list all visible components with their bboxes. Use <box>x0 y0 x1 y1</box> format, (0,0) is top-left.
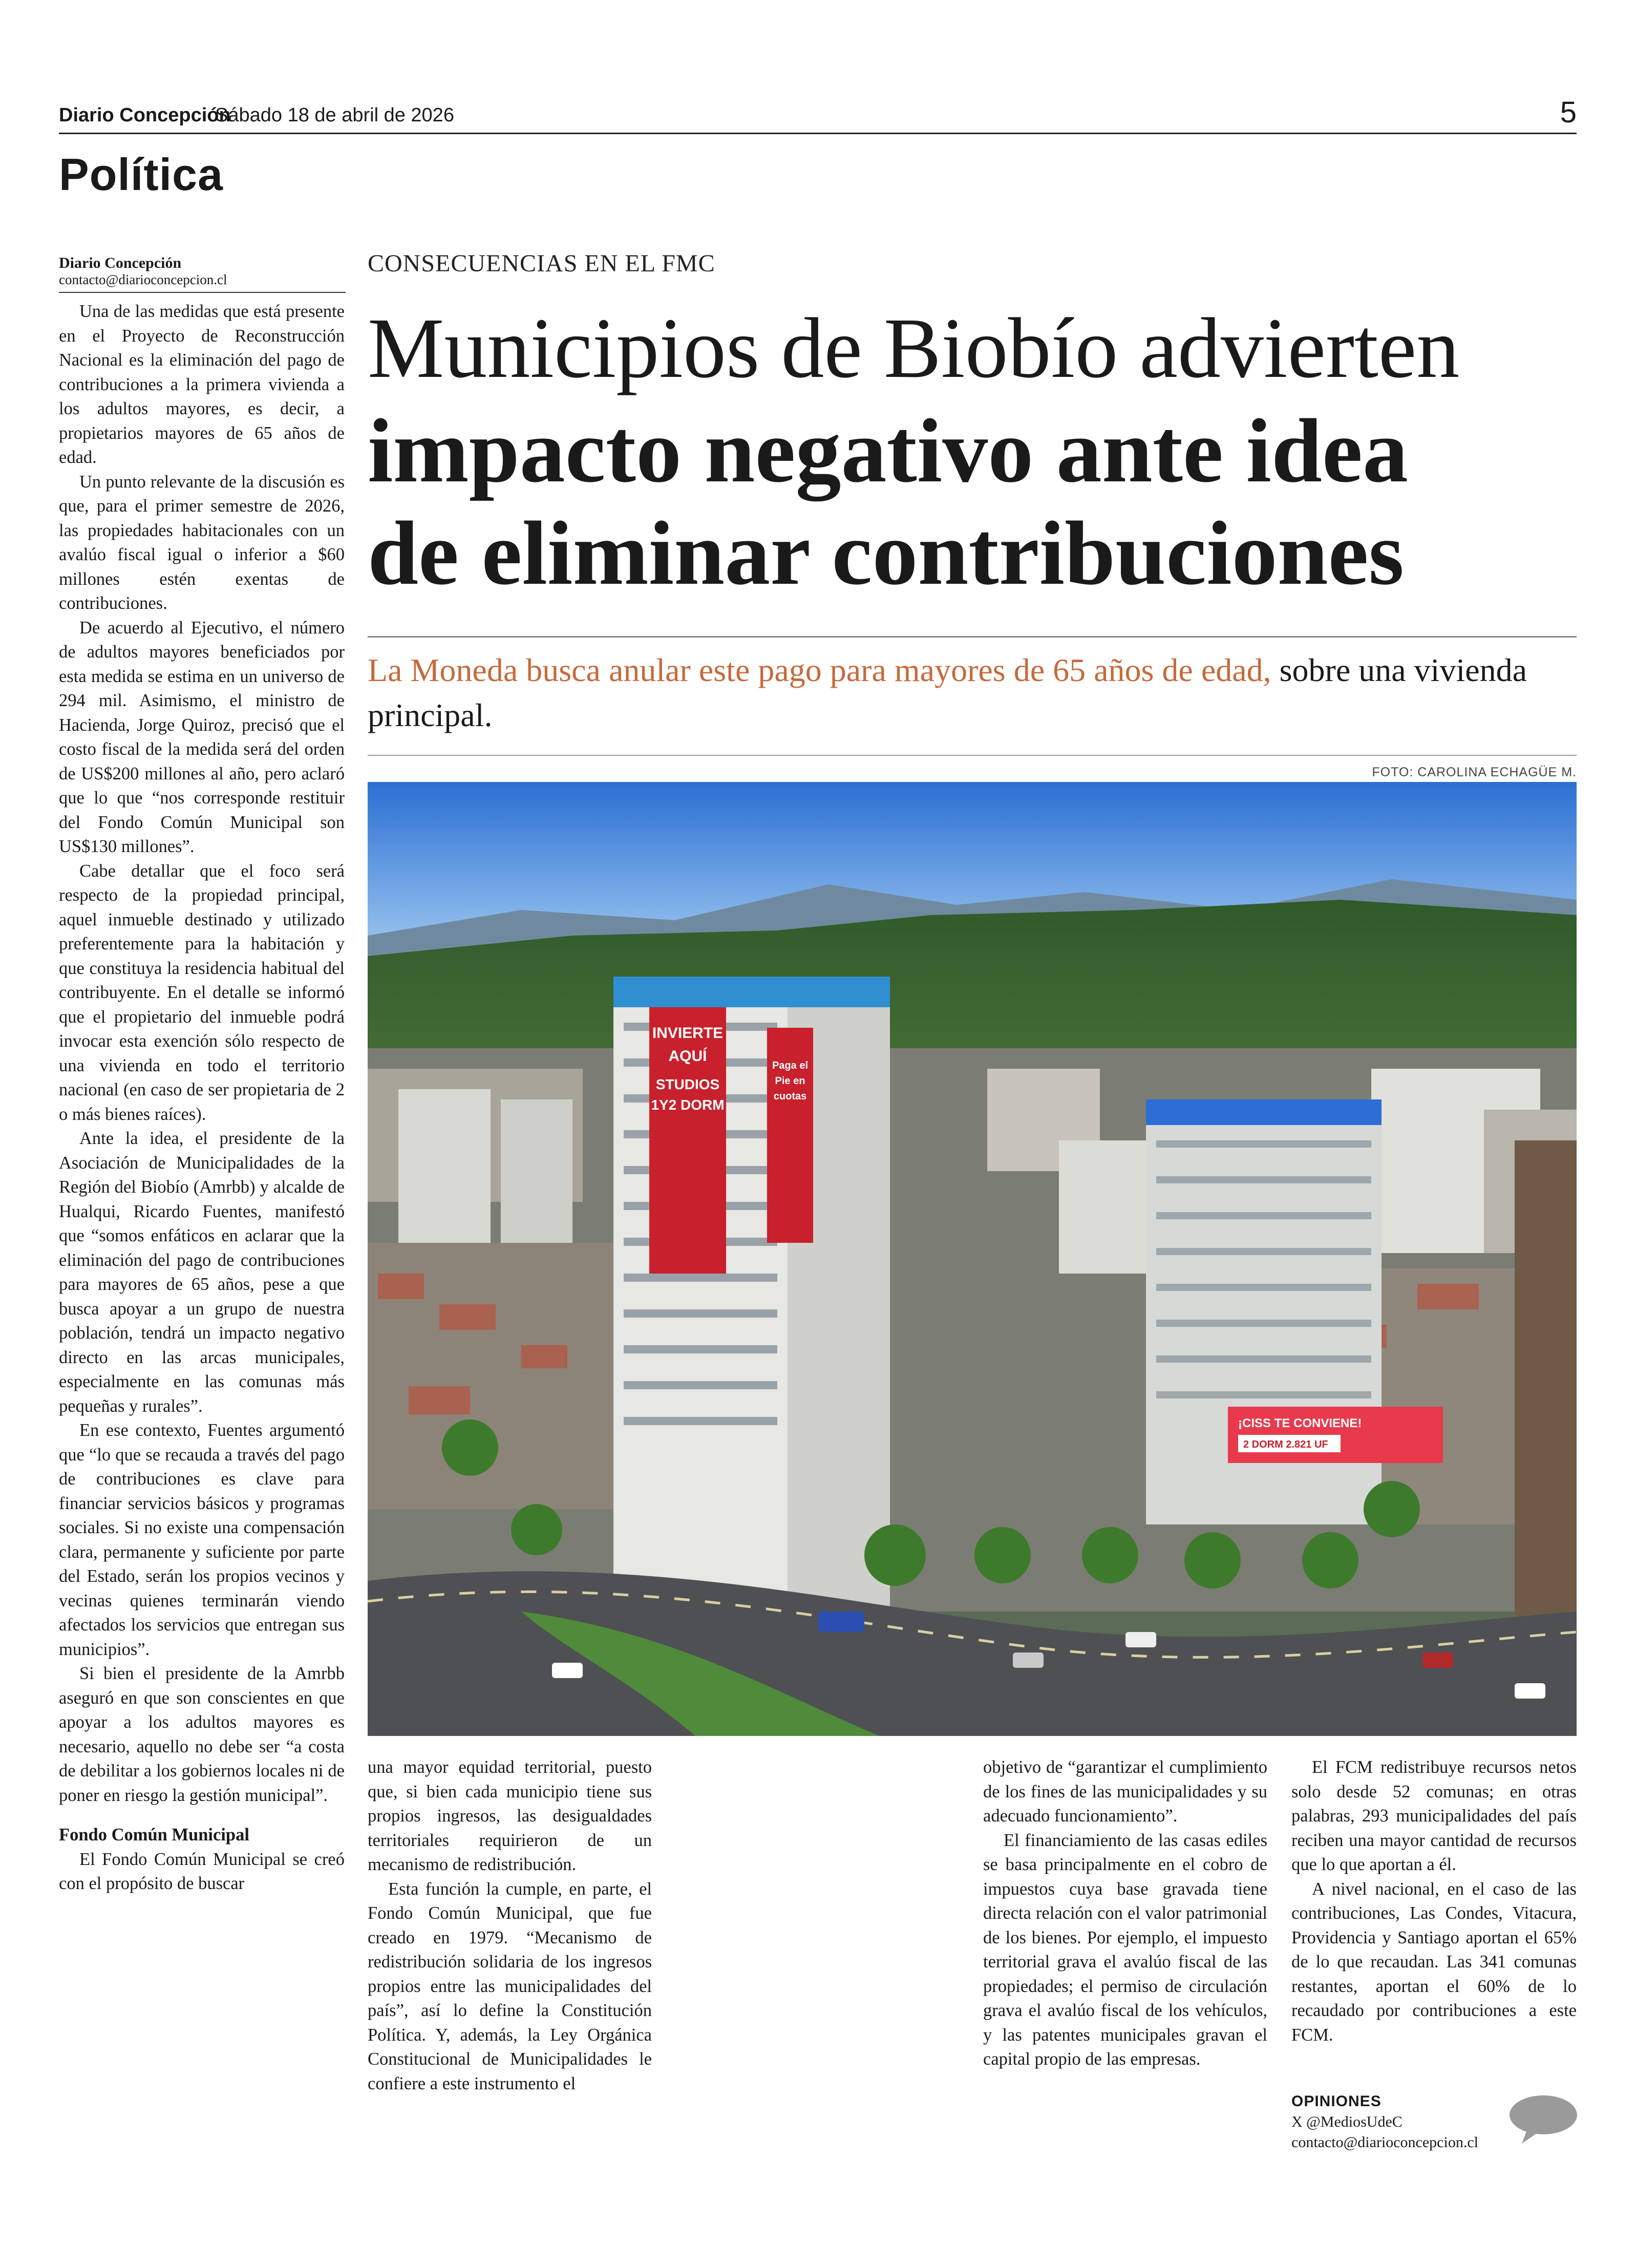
deck-highlight: La Moneda busca anular este pago para mayores de 65 años de edad, <box>368 652 1271 688</box>
article-column-2 <box>368 1755 652 2096</box>
banner2-line2: Pie en <box>775 1075 805 1087</box>
article-column-4 <box>1291 1755 1577 2047</box>
col3-paragraph-1: objetivo de “garantizar el cumplimiento de los fines de las municipalidades y su adecuado funcionamiento”. <box>983 1757 1267 1826</box>
col3-paragraph-2: El financiamiento de las casas ediles se basa principalmente en el cobro de impuestos cuya base gravada tiene directa relación con el valor patrimonial de los bienes. Por ejemplo, el impuesto territorial grava el avalúo fiscal de las propiedades; el permiso de circulación grava el avalúo fiscal de los vehículos, y las patentes municipales gravan el capital propio de las empresas. <box>983 1830 1267 2069</box>
headline-line-3: de eliminar contribuciones <box>368 502 1404 604</box>
col1-paragraph-3: De acuerdo al Ejecutivo, el número de adultos mayores beneficiados por esta medida se estima en un universo de 294 mil. Asimismo, el ministro de Hacienda, Jorge Quiroz, precisó que el costo fiscal de la medida será del orden de US$200 millones al año, pero aclaró que lo que “nos corresponde restituir del Fondo Común Municipal son US$130 millones”. <box>59 618 345 856</box>
col1-paragraph-7: Si bien el presidente de la Amrbb aseguró en que son conscientes en que apoyar a los adultos mayores es necesario, aquello no debe ser “a costa de debilitar a los gobiernos locales ni de poner en riesgo la gestión municipal”. <box>59 1664 345 1805</box>
col1-paragraph-5: Ante la idea, el presidente de la Asociación de Municipalidades de la Región del Biobío (Amrbb) y alcalde de Hualqui, Ricardo Fuentes, manifestó que “somos enfáticos en aclarar que la eliminación del pago de contribuciones para mayores de 65 años, pese a que busca apoyar a un grupo de nuestra población, tendrá un impacto negativo directo en las arcas municipales, especialmente en las comunas más pequeñas y rurales”. <box>59 1129 345 1416</box>
banner1-line4: 1Y2 DORM <box>651 1097 725 1113</box>
col1-paragraph-6: En ese contexto, Fuentes argumentó que “lo que se recauda a través del pago de contribuciones es clave para financiar servicios básicos y programas sociales. Si no existe una compensación clara, permanente y suficiente por parte del Estado, serán los propios vecinos y vecinas quienes terminarán viendo afectados los servicios que entregan sus municipios”. <box>59 1421 345 1659</box>
banner2-line1: Paga el <box>772 1060 809 1071</box>
photo-credit: FOTO: CAROLINA ECHAGÜE M. <box>1372 765 1577 779</box>
section-title: Política <box>59 149 223 200</box>
billboard <box>1228 1407 1443 1463</box>
col1-paragraph-2: Un punto relevante de la discusión es que, para el primer semestre de 2026, las propiedades habitacionales con un avalúo fiscal igual o inferior a $60 millones estén exentas de contribuciones. <box>59 472 345 613</box>
banner2-line3: cuotas <box>773 1091 807 1102</box>
paper-name: Diario Concepción <box>59 104 231 126</box>
red-banner-1 <box>649 1007 726 1274</box>
banner1-line3: STUDIOS <box>655 1076 720 1092</box>
byline <box>59 255 346 293</box>
banner1-line2: AQUÍ <box>668 1048 707 1065</box>
issue-date: Sábado 18 de abril de 2026 <box>215 104 454 126</box>
byline-author: Diario Concepción <box>59 255 182 271</box>
col2-paragraph-2: Esta función la cumple, en parte, el Fondo Común Municipal, que fue creado en 1979. “Mecanismo de redistribución solidaria de los ingresos propios entre las municipalidades del país”, así lo define la Constitución Política. Y, además, la Ley Orgánica Constitucional de Municipalidades le confiere a este instrumento el <box>368 1879 652 2093</box>
col2-paragraph-1: una mayor equidad territorial, puesto que, si bien cada municipio tiene sus propios ingresos, las desigualdades territoriales requirieron de un mecanismo de redistribución. <box>368 1757 652 1874</box>
opinions-box <box>1291 2091 1578 2153</box>
deck-top-rule <box>368 636 1577 638</box>
headline-line-1: Municipios de Biobío advierten <box>368 301 1460 396</box>
deck-rest: sobre una vivienda principal. <box>368 652 1527 733</box>
deck-bottom-rule <box>368 755 1577 756</box>
page-number: 5 <box>1560 96 1577 129</box>
article-headline <box>368 297 1586 604</box>
col1-paragraph-8: El Fondo Común Municipal se creó con el propósito de buscar <box>59 1849 345 1893</box>
banner1-line1: INVIERTE <box>652 1025 724 1042</box>
billboard-price: 2 DORM 2.821 UF <box>1243 1439 1328 1450</box>
article-kicker: CONSECUENCIAS EN EL FMC <box>368 250 715 277</box>
red-banner-2 <box>767 1028 813 1243</box>
col1-paragraph-1: Una de las medidas que está presente en el Proyecto de Reconstrucción Nacional es la eliminación del pago de contribuciones a la primera vivienda a los adultos mayores, es decir, a propietarios mayores de 65 años de edad. <box>59 302 345 467</box>
opinions-email[interactable]: contacto@diarioconcepcion.cl <box>1291 2134 1478 2151</box>
col1-paragraph-4: Cabe detallar que el foco será respecto de la propiedad principal, aquel inmueble destinado y utilizado preferentemente para la habitación y que constituya la residencia habitual del contribuyente. En el detalle se informó que el propietario del inmueble podrá invocar esta exención sólo respecto de una vivienda en todo el territorio nacional (en caso de ser propietaria de 2 o más bienes raíces). <box>59 861 345 1124</box>
billboard-title: ¡CISS TE CONVIENE! <box>1238 1416 1362 1430</box>
article-deck <box>368 648 1577 738</box>
city-aerial-illustration <box>368 782 1577 1736</box>
col4-paragraph-1: El FCM redistribuye recursos netos solo desde 52 comunas; en otras palabras, 293 municipalidades del país reciben una mayor cantidad de recursos que lo que aportan a él. <box>1291 1757 1577 1874</box>
col4-paragraph-2: A nivel nacional, en el caso de las contribuciones, Las Condes, Vitacura, Providencia y Santiago aportan el 65% de lo que recaudan. Las 341 comunas restantes, aportan el 60% de lo recaudado por contribuciones a este FCM. <box>1291 1879 1577 2045</box>
speech-bubble-icon <box>1506 2093 1578 2145</box>
tower-blue-top <box>613 977 890 1007</box>
opinions-handle[interactable]: X @MediosUdeC <box>1291 2113 1403 2130</box>
article-photo <box>368 782 1577 1736</box>
article-column-1 <box>59 300 345 1896</box>
byline-email: contacto@diarioconcepcion.cl <box>59 272 227 287</box>
headline-line-2: impacto negativo ante idea <box>368 400 1408 501</box>
subhead-fondo-comun: Fondo Común Municipal <box>59 1825 249 1845</box>
masthead <box>59 98 1577 134</box>
article-column-3 <box>983 1755 1267 2072</box>
opinions-title: OPINIONES <box>1291 2093 1382 2110</box>
